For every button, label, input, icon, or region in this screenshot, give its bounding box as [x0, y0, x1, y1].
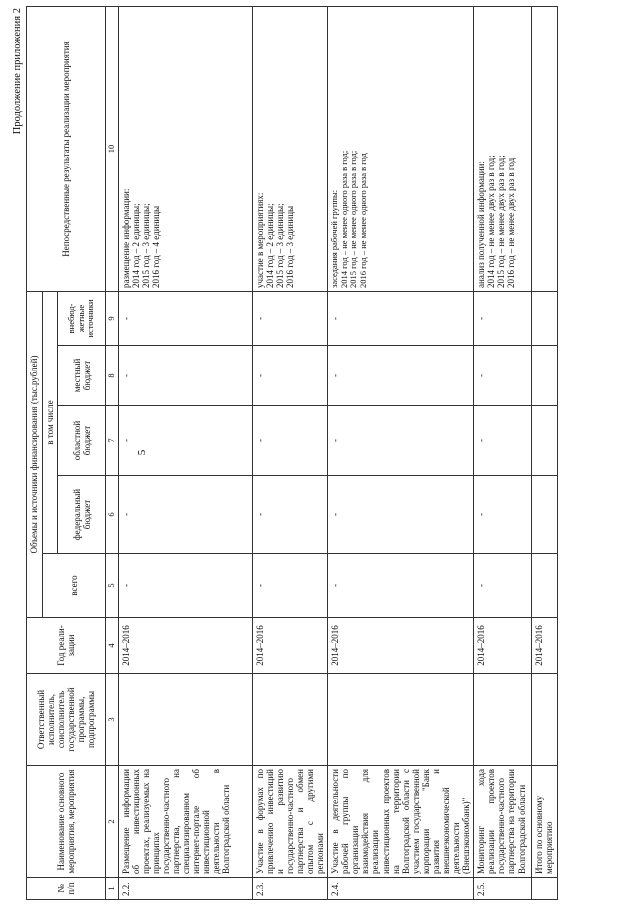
row-federal: - — [118, 476, 252, 554]
result-line: 2015 год – не менее одного раза в год; — [348, 150, 359, 288]
row-results — [474, 6, 532, 291]
table-row — [328, 6, 474, 899]
row-local — [532, 346, 558, 406]
row-federal: - — [328, 476, 474, 554]
result-line: 2014 год – 2 единицы; — [130, 203, 141, 288]
header-federal: федеральный бюджет — [58, 476, 106, 554]
table-row — [252, 6, 328, 899]
result-line: участие в мероприятиях: — [254, 192, 265, 288]
row-regional — [532, 406, 558, 476]
result-line: заседания рабочей группы: — [329, 189, 340, 288]
header-results: Непосредственные результаты реализации мероприятия — [27, 6, 106, 291]
row-name: Размещение информации об инвестиционных проектах, реализуемых на принципах государственно-частного партнерства, на специализированном интернет-портале об инвестиционной деятельности в Волгоградской области — [118, 766, 252, 878]
row-results — [328, 6, 474, 291]
header-incl: в том числе — [43, 291, 58, 553]
col-number: 7 — [106, 406, 119, 476]
row-num: 2.4. — [328, 878, 474, 900]
header-regional: областной бюджет — [58, 406, 106, 476]
header-year: Год реали-зации — [27, 618, 106, 674]
row-results — [252, 6, 328, 291]
row-year: 2014–2016 — [474, 618, 532, 674]
row-extrabudget — [532, 291, 558, 345]
row-extrabudget: - — [474, 291, 532, 345]
row-executor — [328, 674, 474, 766]
row-federal: - — [252, 476, 328, 554]
table-row — [118, 6, 252, 899]
row-total: - — [328, 554, 474, 618]
table-row-total — [532, 6, 558, 899]
row-num: 2.2. — [118, 878, 252, 900]
col-number: 10 — [106, 6, 119, 291]
result-line: 2015 год – не менее двух раз в год; — [496, 155, 507, 288]
row-regional: - — [118, 406, 252, 476]
col-number: 9 — [106, 291, 119, 345]
row-local: - — [328, 346, 474, 406]
result-line: размещение информации: — [120, 188, 131, 288]
row-year: 2014–2016 — [328, 618, 474, 674]
continuation-label: Продолжение приложения 2 — [12, 8, 23, 135]
row-num: 2.3. — [252, 878, 328, 900]
row-name: Итого по основному мероприятию — [532, 766, 558, 878]
row-total: - — [252, 554, 328, 618]
row-total: - — [118, 554, 252, 618]
col-number: 2 — [106, 766, 119, 878]
col-number: 3 — [106, 674, 119, 766]
row-results — [532, 6, 558, 291]
row-extrabudget: - — [118, 291, 252, 345]
row-executor — [532, 674, 558, 766]
row-name: Мониторинг хода реализации проектов государственно-частного партнерства на территории Волгоградской области — [474, 766, 532, 878]
result-line: 2014 год – не менее одного раза в год; — [338, 150, 349, 288]
result-line: 2016 год – 4 единицы — [150, 205, 161, 288]
row-name: Участие в деятельности рабочей группы по организации взаимодействия для реализации инвестиционных проектов на территории Волгоградской области с участием государственной корпорации "Банк развития и внешнеэкономической деятельности (Внешэкономбанк)" — [328, 766, 474, 878]
row-results — [118, 6, 252, 291]
table-row — [474, 6, 532, 899]
result-line: 2016 год – не менее одного раза в год — [357, 153, 368, 288]
row-year: 2014–2016 — [252, 618, 328, 674]
row-federal: - — [474, 476, 532, 554]
row-num: 2.5. — [474, 878, 532, 900]
page-number: 5 — [136, 449, 148, 456]
row-total — [532, 554, 558, 618]
result-line: анализ полученной информации: — [476, 161, 487, 288]
result-line: 2014 год – не менее двух раз в год; — [486, 155, 497, 288]
header-executor: Ответственный исполнитель, соисполнитель государственной программы, подпрограммы — [27, 674, 106, 766]
col-number: 6 — [106, 476, 119, 554]
header-total: всего — [43, 554, 106, 618]
row-year: 2014–2016 — [532, 618, 558, 674]
col-number: 1 — [106, 878, 119, 900]
col-number: 5 — [106, 554, 119, 618]
result-line: 2014 год – 2 единицы; — [264, 203, 275, 288]
result-line: 2015 год – 3 единицы; — [274, 203, 285, 288]
result-line: 2015 год – 3 единицы; — [140, 203, 151, 288]
header-local: местный бюджет — [58, 346, 106, 406]
row-name: Участие в форумах по привлечению инвестиций и развитию государственно-частного партнерства и обмен опытом с другими регионами — [252, 766, 328, 878]
row-executor — [118, 674, 252, 766]
header-extrabudget: внебюд-жетные источники — [58, 291, 106, 345]
col-number: 4 — [106, 618, 119, 674]
row-total: - — [474, 554, 532, 618]
header-name: Наименование основного мероприятия, мероприятия — [27, 766, 106, 878]
row-regional: - — [328, 406, 474, 476]
row-num — [532, 878, 558, 900]
col-number: 8 — [106, 346, 119, 406]
program-table — [26, 6, 558, 900]
row-extrabudget: - — [252, 291, 328, 345]
row-extrabudget: - — [328, 291, 474, 345]
header-funding: Объемы и источники финансирования (тыс.рублей) — [27, 291, 43, 617]
row-local: - — [252, 346, 328, 406]
row-executor — [474, 674, 532, 766]
row-federal — [532, 476, 558, 554]
row-regional: - — [252, 406, 328, 476]
row-regional: - — [474, 406, 532, 476]
row-year: 2014–2016 — [118, 618, 252, 674]
row-local: - — [118, 346, 252, 406]
header-num: № п/п — [27, 878, 106, 900]
row-local: - — [474, 346, 532, 406]
result-line: 2016 год – не менее двух раз в год — [506, 157, 517, 288]
row-executor — [252, 674, 328, 766]
result-line: 2016 год – 3 единицы — [284, 205, 295, 288]
